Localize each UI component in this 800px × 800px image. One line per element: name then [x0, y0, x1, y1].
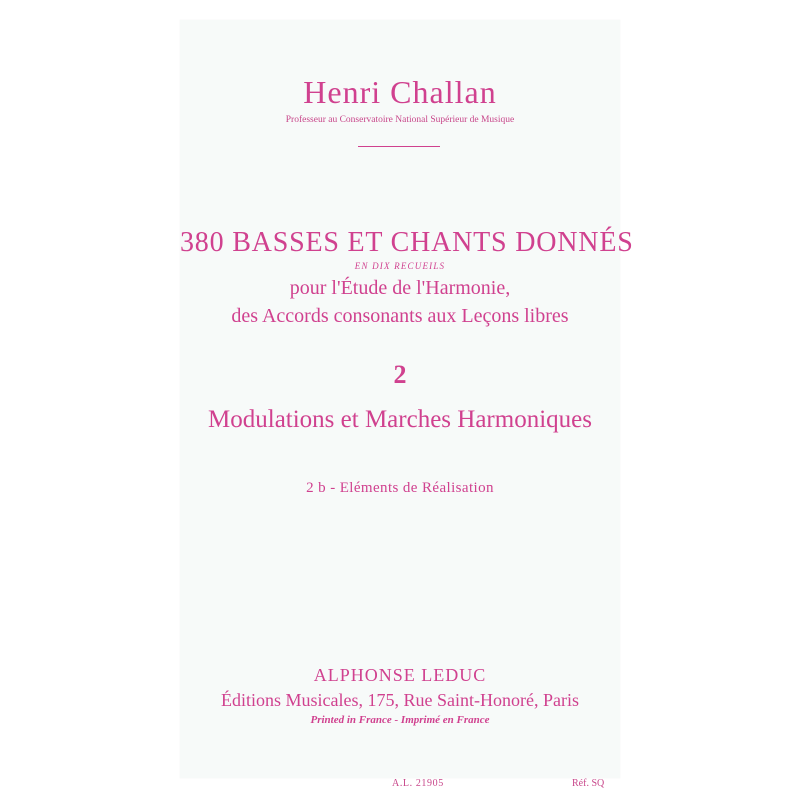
part-title: 2 b - Eléments de Réalisation: [306, 480, 494, 496]
catalog-number: A.L. 21905: [392, 778, 444, 789]
description-line-1: pour l'Étude de l'Harmonie,: [289, 277, 511, 299]
volume-number: 2: [393, 360, 407, 389]
author-name: Henri Challan: [303, 74, 497, 110]
publisher-address: Éditions Musicales, 175, Rue Saint-Honoré, Paris: [221, 690, 579, 710]
printed-note: Printed in France - Imprimé en France: [310, 714, 490, 726]
reference-code: Réf. SQ: [572, 778, 605, 789]
description-line-2: des Accords consonants aux Leçons libres: [231, 305, 569, 327]
series-note: EN DIX RECUEILS: [354, 261, 446, 271]
publisher-name: ALPHONSE LEDUC: [313, 665, 487, 685]
divider-rule: [358, 146, 440, 147]
volume-title: Modulations et Marches Harmoniques: [208, 406, 592, 433]
book-cover: [180, 20, 634, 789]
book-title: 380 BASSES ET CHANTS DONNÉS: [180, 227, 634, 258]
author-subtitle: Professeur au Conservatoire National Supérieur de Musique: [285, 115, 515, 125]
